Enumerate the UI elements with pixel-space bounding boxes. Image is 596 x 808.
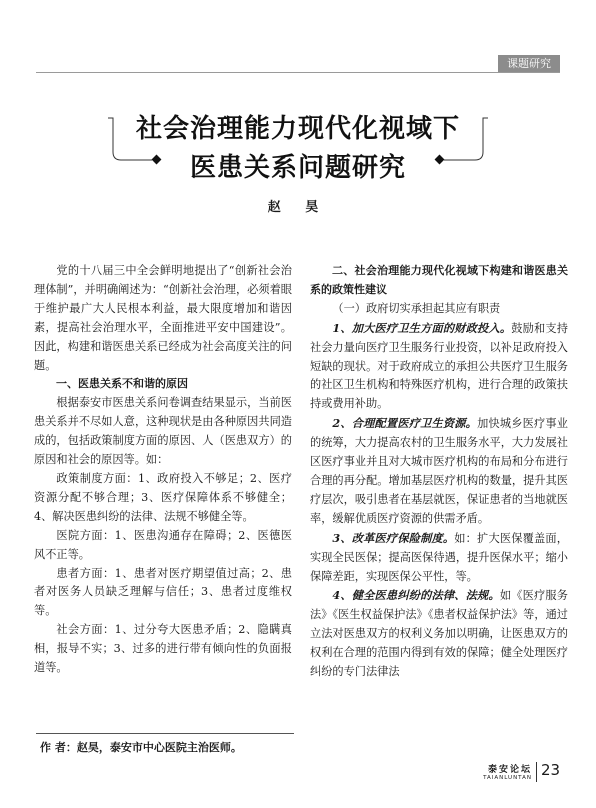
left-column <box>34 262 292 678</box>
section-heading-1: 一、医患关系不和谐的原因 <box>56 377 188 391</box>
column-tag: 课题研究 <box>498 55 560 73</box>
patient-causes-paragraph: 患者方面：1、患者对医疗期望值过高；2、患者对医务人员缺乏理解与信任；3、患者过度维权等。 <box>34 566 292 618</box>
article-title-line2: 医患关系问题研究 <box>189 153 406 183</box>
article-author: 赵 昊 <box>267 200 329 215</box>
item-4 <box>310 586 568 682</box>
social-causes-paragraph: 社会方面：1、过分夸大医患矛盾；2、隐瞒真相，报导不实；3、过多的进行带有倾向性的负面报道等。 <box>34 623 292 675</box>
journal-brand <box>466 762 532 781</box>
item-3-text: 如：扩大医保覆盖面，实现全民医保；提高医保待遇，提升医保水平；缩小保障差距，实现医保公平性，等。 <box>310 531 568 583</box>
item-2-lead: 2、合理配置医疗卫生资源。 <box>332 416 478 431</box>
page-number: 23 <box>541 761 561 779</box>
journal-name-cn: 泰安论坛 <box>487 765 532 775</box>
article-title-line1: 社会治理能力现代化视域下 <box>135 114 460 144</box>
right-column <box>310 262 568 682</box>
subheading-1: （一）政府切实承担起其应有职责 <box>332 301 501 315</box>
item-4-lead: 4、健全医患纠纷的法律、法规。 <box>332 588 500 603</box>
item-2 <box>310 414 568 528</box>
journal-name-en: TAIANLUNTAN <box>483 775 532 781</box>
item-3 <box>310 529 568 587</box>
item-3-lead: 3、改革医疗保险制度。 <box>332 530 455 545</box>
item-4-text: 如《医疗服务法》《医生权益保护法》《患者权益保护法》等，通过立法对医患双方的权利义务加以明确，让医患双方的权利在合理的范围内得到有效的保障；健全处理医疗纠纷的专门法律法 <box>310 589 568 679</box>
survey-paragraph: 根据泰安市医患关系问卷调查结果显示，当前医患关系并不尽如人意，这种现状是由各种原因共同造成的，包括政策制度方面的原因、人（医患双方）的原因和社会的原因等。如： <box>34 396 292 467</box>
author-note: 作 者：赵昊，泰安市中心医院主治医师。 <box>40 741 242 754</box>
item-2-text: 加快城乡医疗事业的统筹，大力提高农村的卫生服务水平，大力发展社区医疗事业并且对大城市医疗机构的布局和分布进行合理的再分配。增加基层医疗机构的数量，提升其医疗层次，吸引患者在基层就医，保证患者的当地就医率，缓解优质医疗资源的供需矛盾。 <box>310 417 568 525</box>
item-1-text: 鼓励和支持社会力量向医疗卫生服务行业投资，以补足政府投入短缺的现状。对于政府成立的承担公共医疗卫生服务的社区卫生机构和特殊医疗机构，进行合理的政策扶持或费用补助。 <box>310 321 568 411</box>
policy-causes-paragraph: 政策制度方面：1、政府投入不够足；2、医疗资源分配不够合理；3、医疗保障体系不够健全；4、解决医患纠纷的法律、法规不够健全等。 <box>34 471 292 523</box>
footnote-rule <box>36 733 294 734</box>
page-separator <box>536 762 537 782</box>
hospital-causes-paragraph: 医院方面：1、医患沟通存在障碍；2、医德医风不正等。 <box>34 528 292 561</box>
item-1-lead: 1、加大医疗卫生方面的财政投入。 <box>332 320 512 335</box>
section-heading-2: 二、社会治理能力现代化视域下构建和谐医患关系的政策性建议 <box>310 264 568 296</box>
item-1 <box>310 319 568 415</box>
intro-paragraph: 党的十八届三中全会鲜明地提出了“创新社会治理体制”，并明确阐述为：“创新社会治理，必须着眼于维护最广大人民根本利益，最大限度增加和谐因素，提高社会治理水平，全面推进平安中国建设”。因此，构建和谐医患关系已经成为社会高度关注的问题。 <box>34 264 292 372</box>
